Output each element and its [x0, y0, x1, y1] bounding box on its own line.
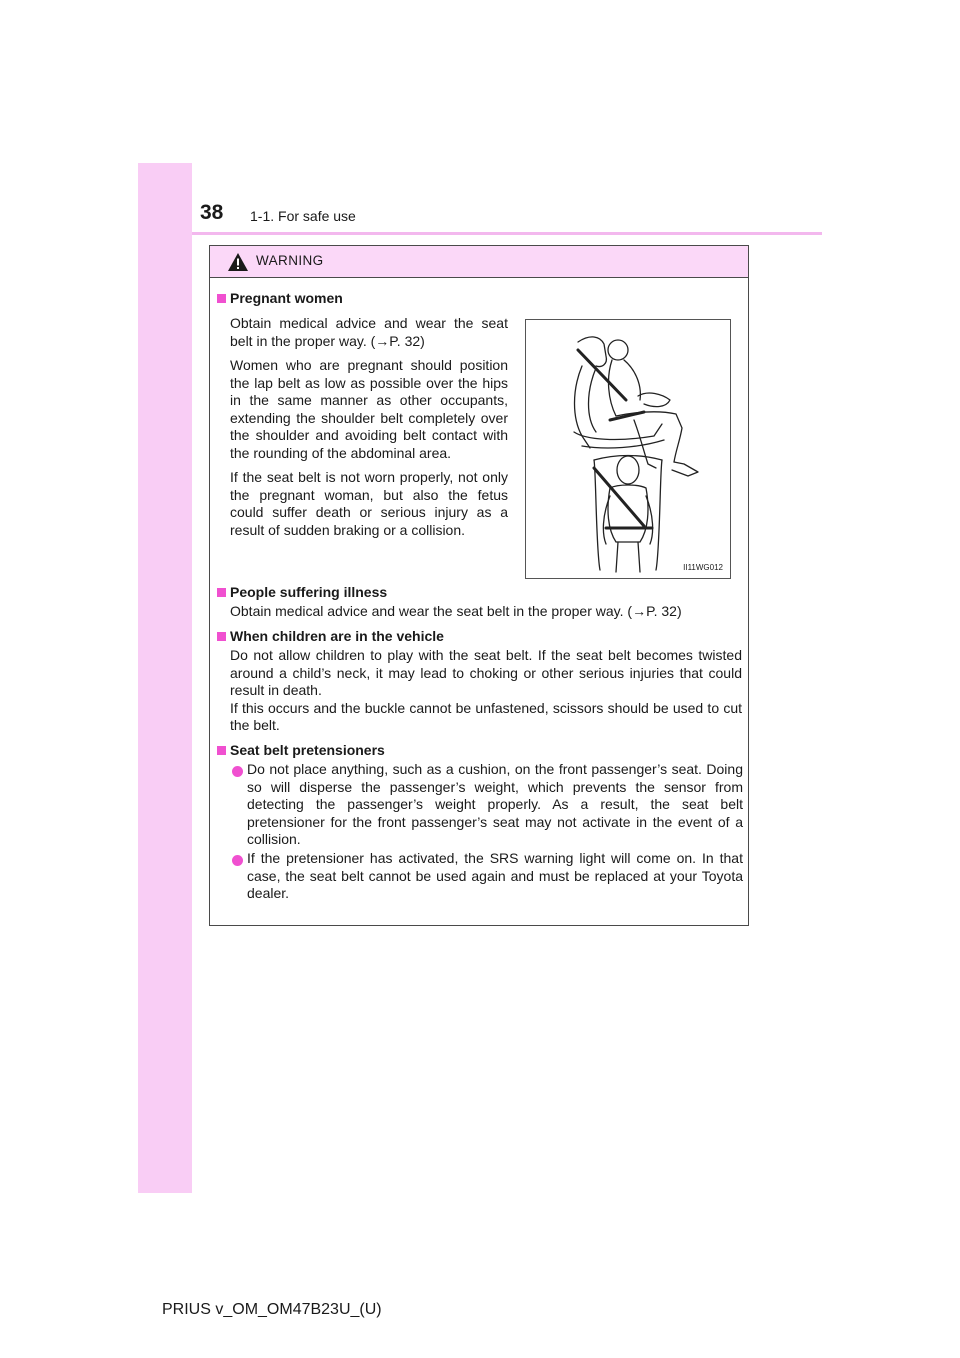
section-title: 1-1. For safe use — [250, 208, 356, 224]
children-paragraph-2: If this occurs and the buckle cannot be unfastened, scissors should be used to cut the belt. — [230, 699, 742, 733]
seatbelt-diagram — [526, 320, 730, 578]
circle-bullet — [232, 766, 243, 777]
page-number: 38 — [200, 201, 224, 224]
footer-doc-id: PRIUS v_OM_OM47B23U_(U) — [162, 1301, 382, 1318]
pregnant-paragraph-2: Women who are pregnant should position the lap belt as low as possible over the hips in the same manner as other occupants, extending the shoulder belt completely over the shoulder and avoiding belt contact with the rounding of the abdominal area. — [230, 357, 508, 461]
pregnant-text — [230, 315, 508, 539]
pregnant-paragraph-1: Obtain medical advice and wear the seat belt in the proper way. (→P. 32) — [230, 315, 508, 349]
children-text — [230, 647, 742, 735]
square-bullet — [217, 632, 226, 641]
pretensioners-bullet-2: If the pretensioner has activated, the SRS warning light will come on. In that case, the seat belt cannot be used again and must be replaced at your Toyota dealer. — [247, 850, 743, 901]
children-paragraph-1: Do not allow children to play with the seat belt. If the seat belt becomes twisted around a child’s neck, it may lead to choking or other serious injuries that could result in death. — [230, 647, 742, 698]
square-bullet — [217, 294, 226, 303]
illness-text: Obtain medical advice and wear the seat belt in the proper way. (→P. 32) — [230, 603, 682, 619]
pregnant-heading: Pregnant women — [230, 290, 343, 306]
circle-bullet — [232, 855, 243, 866]
pretensioners-heading: Seat belt pretensioners — [230, 742, 385, 758]
warning-box — [209, 245, 749, 926]
illness-heading: People suffering illness — [230, 584, 388, 600]
pregnant-paragraph-3: If the seat belt is not worn properly, not only the pregnant woman, but also the fetus could suffer death or serious injury as a result of sudden braking or a collision. — [230, 469, 508, 538]
side-tab — [138, 163, 192, 1193]
pregnant-seatbelt-illustration — [525, 319, 731, 579]
header-divider — [192, 232, 822, 235]
warning-triangle-icon — [227, 252, 249, 272]
warning-label: WARNING — [256, 253, 324, 268]
children-heading: When children are in the vehicle — [230, 628, 444, 644]
square-bullet — [217, 588, 226, 597]
illustration-code: II11WG012 — [683, 563, 723, 572]
warning-header — [210, 246, 748, 278]
square-bullet — [217, 746, 226, 755]
pretensioners-bullet-1: Do not place anything, such as a cushion, on the front passenger’s seat. Doing so will disperse the passenger’s weight, which prevents the sensor from detecting the passenger’s weight properly. As a result, the seat belt pretensioner for the front passenger’s seat may not activate in the event of a collision. — [247, 761, 743, 847]
